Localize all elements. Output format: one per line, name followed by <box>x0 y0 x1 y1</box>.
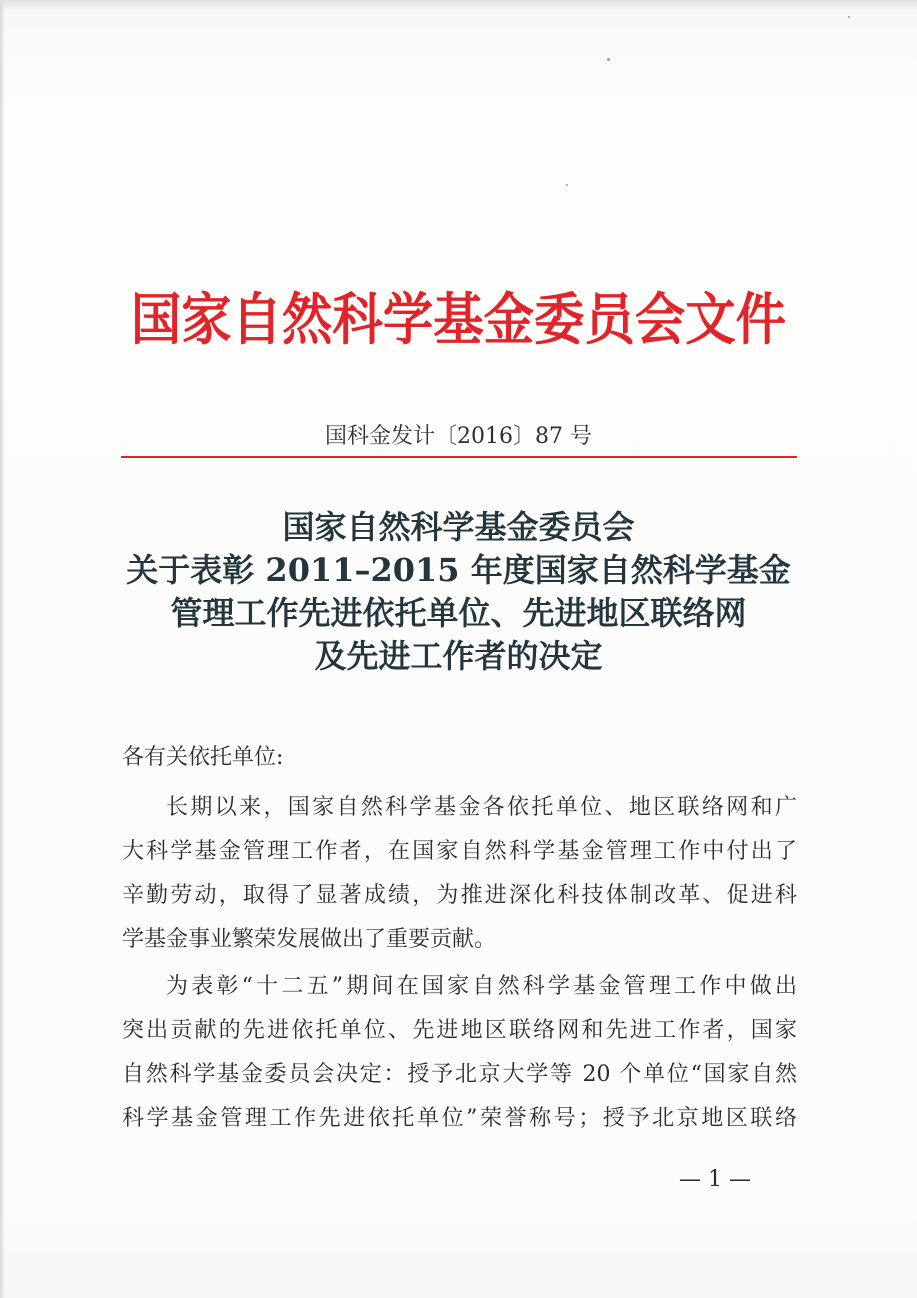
paragraph-line: 突出贡献的先进依托单位、先进地区联络网和先进工作者，国家 <box>122 1018 797 1043</box>
document-number: 国科金发计〔2016〕87 号 <box>325 424 592 449</box>
scan-edge-top <box>0 0 917 10</box>
document-title <box>0 506 917 678</box>
scan-speck <box>607 58 610 61</box>
paragraph-line: 学基金事业繁荣发展做出了重要贡献。 <box>122 927 497 952</box>
body-paragraph-1 <box>122 786 797 962</box>
title-line: 关于表彰 2011–2015 年度国家自然科学基金 <box>126 551 791 589</box>
scan-speck <box>566 184 568 186</box>
paragraph-line: 自然科学基金委员会决定：授予北京大学等 20 个单位“国家自然 <box>122 1062 797 1087</box>
paragraph-line: 科学基金管理工作先进依托单位”荣誉称号；授予北京地区联络 <box>122 1106 797 1131</box>
document-masthead: 国家自然科学基金委员会文件 <box>130 287 787 353</box>
title-line: 及先进工作者的决定 <box>314 637 603 675</box>
paragraph-line: 为表彰“十二五”期间在国家自然科学基金管理工作中做出 <box>166 974 797 999</box>
paragraph-line: 大科学基金管理工作者，在国家自然科学基金管理工作中付出了 <box>122 839 797 864</box>
scan-speck <box>848 16 850 18</box>
body-paragraph-2 <box>122 965 797 1141</box>
page-number: — 1 — <box>679 1167 751 1192</box>
paragraph-line: 长期以来，国家自然科学基金各依托单位、地区联络网和广 <box>166 795 797 820</box>
paragraph-line: 辛勤劳动，取得了显著成绩，为推进深化科技体制改革、促进科 <box>122 883 797 908</box>
title-line: 国家自然科学基金委员会 <box>282 508 635 546</box>
masthead-red-divider <box>121 456 797 458</box>
title-line: 管理工作先进依托单位、先进地区联络网 <box>170 594 747 632</box>
salutation: 各有关依托单位: <box>122 745 284 770</box>
